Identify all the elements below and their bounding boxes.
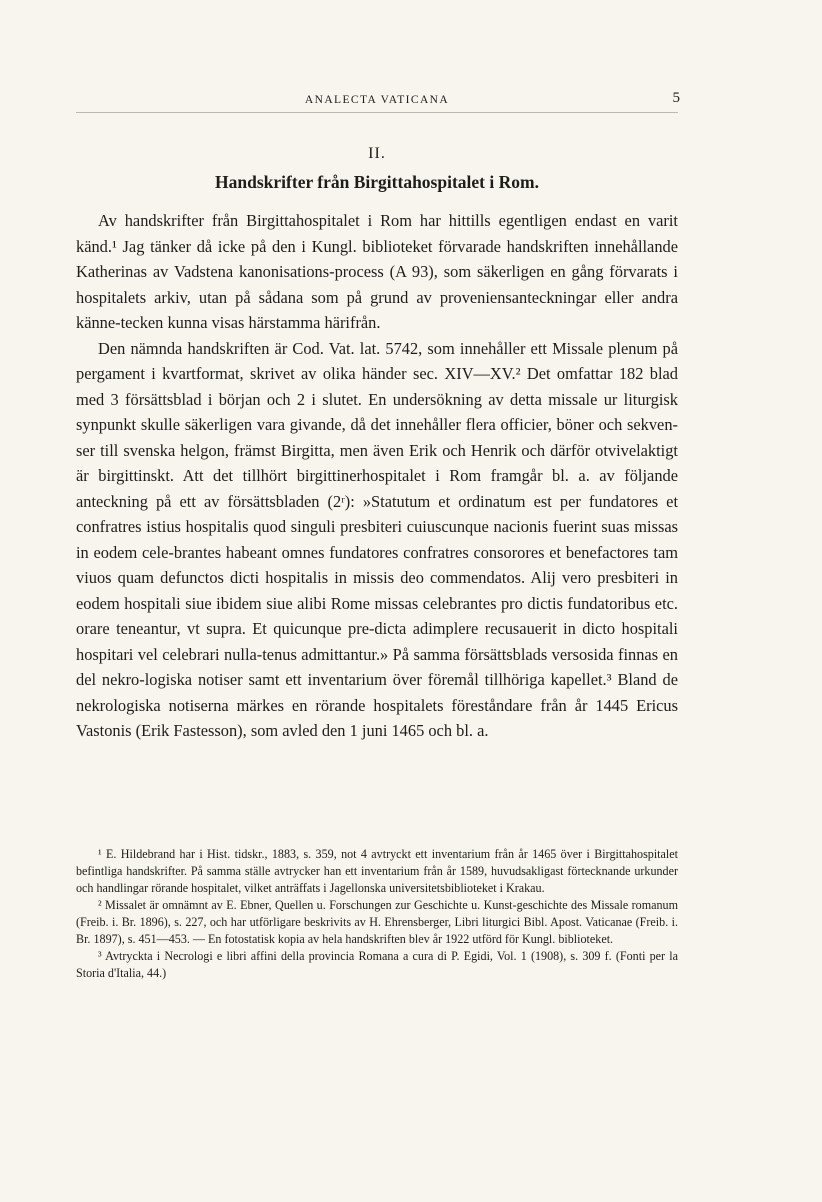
paragraph-1: Av handskrifter från Birgittahospitalet i Rom har hittills egentligen endast en varit känd.¹ Jag tänker då icke på den i Kungl. biblioteket förvarade handskriften innehållande Katherinas av Vadstena kanonisations-process (A 93), som säkerligen en gång förvarats i hospitalets arkiv, utan på sådana som på grund av proveniensanteckningar eller andra känne-tecken kunna visas härstamma härifrån. [76, 211, 678, 332]
footnote-2: ² Missalet är omnämnt av E. Ebner, Quellen u. Forschungen zur Geschichte u. Kunst-geschichte des Missale romanum (Freib. i. Br. 1896), s. 227, och har utförligare beskrivits av H. Ehrensberger, Libri liturgici Bibl. Apost. Vaticanae (Freib. i. Br. 1897), s. 451—453. — En fotostatisk kopia av hela handskriften blev år 1922 utförd för Kungl. biblioteket. [76, 898, 678, 946]
footnote-1: ¹ E. Hildebrand har i Hist. tidskr., 1883, s. 359, not 4 avtryckt ett inventarium från år 1465 över i Birgittahospitalet befintliga handskrifter. På samma ställe avtrycker han ett inventarium från år 1589, huvudsakligast förtecknande urkunder och handlingar rörande hospitalet, vilket anträffats i Jagellonska universitetsbiblioteket i Krakau. [76, 847, 678, 895]
chapter-title: Handskrifter från Birgittahospitalet i Rom. [215, 172, 539, 192]
paragraph-2: Den nämnda handskriften är Cod. Vat. lat. 5742, som innehåller ett Missale plenum på pergament i kvartformat, skrivet av olika händer sec. XIV—XV.² Det omfattar 182 blad med 3 försättsblad i början och 2 i slutet. En undersökning av detta missale ur liturgisk synpunkt skulle säkerligen vara givande, då det innehåller flera officier, böner och sekven-ser till svenska helgon, främst Birgitta, men även Erik och Henrik och därför otvivelaktigt är birgittinskt. Att det tillhört birgittinerhospitalet i Rom framgår bl. a. av följande anteckning på ett av försättsbladen (2ʳ): »Statutum et ordinatum est per fundatores et confratres istius hospitalis quod singuli presbiteri cuiuscunque nacionis fuerint suas missas in eodem cele-brantes habeant omnes fundatores confratres consorores et benefactores tam viuos quam defunctos dicti hospitalis in missis deo commendatos. Alij vero presbiteri in eodem hospitali siue ibidem siue alibi Rome missas celebrantes pro dictis fundatoribus etc. orare teneantur, vt supra. Et quicunque pre-dicta adimplere recusauerit in dicto hospitali hospitari vel celebrari nulla-tenus admittantur.» På samma försättsblads versosida finnas en del nekro-logiska notiser samt ett inventarium över föremål tillhöriga kapellet.³ Bland de nekrologiska notiserna märkes en rörande hospitalets föreståndare från år 1445 Ericus Vastonis (Erik Fastesson), som avled den 1 juni 1465 och bl. a. [76, 338, 678, 740]
running-head: ANALECTA VATICANA [304, 94, 450, 106]
page-header [76, 90, 678, 113]
footnotes [76, 846, 678, 982]
body-text [76, 208, 678, 744]
section-number: II. [368, 145, 386, 162]
footnote-3: ³ Avtryckta i Necrologi e libri affini della provincia Romana a cura di P. Egidi, Vol. 1 (1908), s. 309 f. (Fonti per la Storia d'Italia, 44.) [76, 949, 678, 980]
document-page [76, 0, 678, 1202]
page-number: 5 [672, 90, 680, 106]
